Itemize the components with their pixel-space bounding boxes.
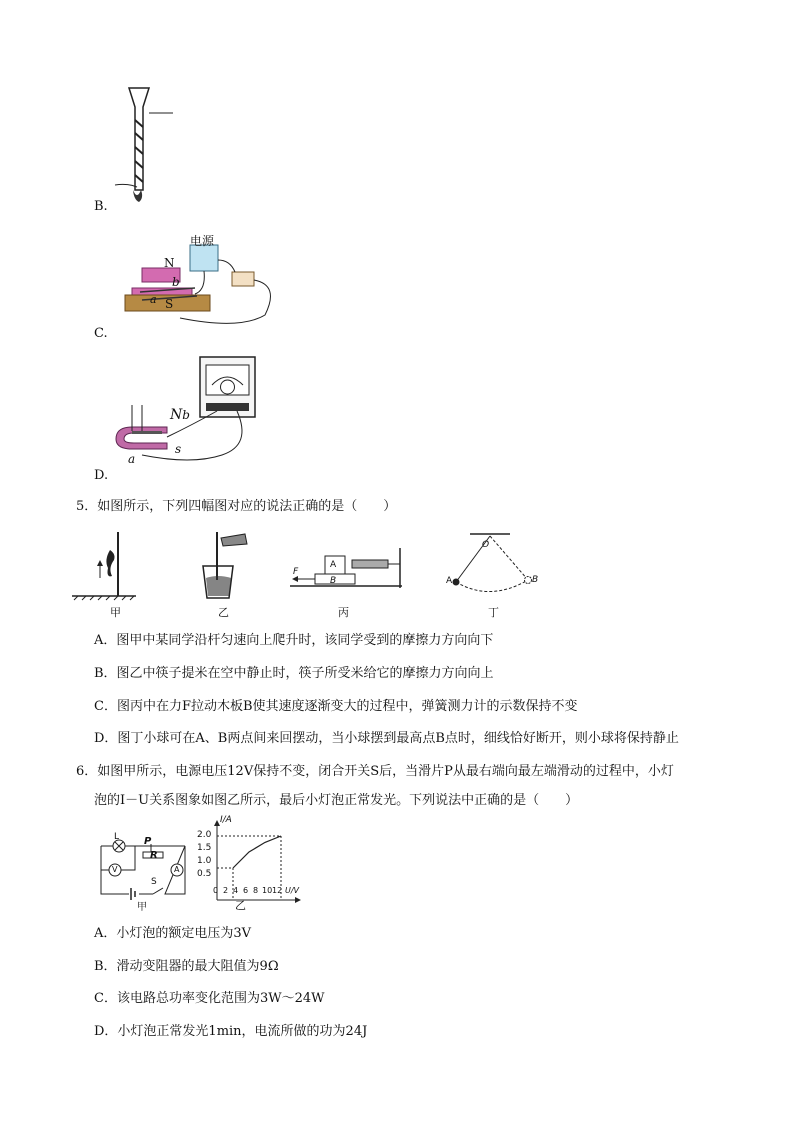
option-d-label: D. bbox=[94, 468, 109, 483]
graph-caption: 乙 bbox=[235, 899, 246, 912]
iu-curve bbox=[233, 836, 281, 868]
hand bbox=[221, 534, 247, 546]
tube-outline bbox=[129, 88, 149, 190]
q5-fig-ding bbox=[440, 530, 550, 595]
option-c-label: C. bbox=[94, 326, 108, 341]
y-tick-1-0: 1.0 bbox=[197, 856, 212, 866]
q6-option-a: A．小灯泡的额定电压为3V bbox=[94, 926, 252, 941]
rice bbox=[206, 576, 231, 596]
x-arrow bbox=[295, 897, 301, 903]
block-a-label: A bbox=[330, 560, 337, 570]
ball-a bbox=[453, 579, 460, 586]
x-tick: 10 bbox=[262, 886, 273, 895]
rheostat-r-label: R bbox=[150, 850, 158, 861]
fig-label-bing: 丙 bbox=[338, 606, 349, 619]
switch-s-label: S bbox=[151, 877, 157, 887]
figure-b bbox=[115, 85, 175, 215]
n-pole-label: N bbox=[164, 256, 175, 270]
q6-option-b: B．滑动变阻器的最大阻值为9Ω bbox=[94, 959, 279, 974]
n-pole-label bbox=[170, 407, 190, 423]
x-tick: 4 bbox=[233, 886, 239, 895]
q5-stem: 5．如图所示，下列四幅图对应的说法正确的是（ ） bbox=[76, 499, 397, 514]
terminal-strip bbox=[206, 403, 249, 411]
force-f-label: F bbox=[293, 567, 299, 577]
voltmeter-v-label: V bbox=[112, 865, 118, 874]
conductor-rod bbox=[132, 431, 162, 434]
slider-p-label: P bbox=[144, 836, 152, 847]
q5-option-c: C．图丙中在力F拉动木板B使其速度逐渐变大的过程中，弹簧测力计的示数保持不变 bbox=[94, 699, 578, 714]
q5-fig-jia bbox=[70, 530, 140, 602]
battery bbox=[131, 888, 135, 900]
q5-fig-yi bbox=[195, 530, 255, 602]
q6-graph bbox=[195, 818, 305, 918]
climber bbox=[106, 550, 114, 576]
point-b-label: B bbox=[532, 575, 539, 585]
string bbox=[115, 184, 137, 187]
fig-label-ding: 丁 bbox=[488, 606, 499, 619]
a-end-label: a bbox=[150, 293, 157, 306]
board-b-label: B bbox=[330, 576, 337, 586]
switch-box bbox=[232, 272, 254, 286]
x-tick: 8 bbox=[253, 886, 259, 895]
n-text: N bbox=[170, 407, 183, 423]
q5-option-a: A．图甲中某同学沿杆匀速向上爬升时，该同学受到的摩擦力方向向下 bbox=[94, 633, 494, 648]
point-a-label: A bbox=[446, 576, 453, 586]
y-tick-2-0: 2.0 bbox=[197, 830, 212, 840]
q6-stem-line2: 泡的I－U关系图象如图乙所示，最后小灯泡正常发光。下列说法中正确的是（ ） bbox=[94, 793, 579, 808]
wires bbox=[142, 411, 242, 460]
q5-fig-bing bbox=[290, 540, 405, 600]
q6-option-c: C．该电路总功率变化范围为3W～24W bbox=[94, 991, 325, 1006]
power-label: 电源 bbox=[190, 234, 215, 248]
option-b-label: B. bbox=[94, 199, 108, 214]
arrow-head bbox=[97, 560, 103, 566]
circuit-caption: 甲 bbox=[137, 902, 147, 913]
dial-g bbox=[221, 380, 235, 394]
lamp-l-label: L bbox=[114, 832, 120, 842]
string-b bbox=[490, 536, 528, 580]
s-pole-label: S bbox=[165, 297, 174, 311]
y-tick-1-5: 1.5 bbox=[197, 843, 212, 853]
q5-option-d: D．图丁小球可在A、B两点间来回摆动，当小球摆到最高点B点时，细线恰好断开，则小球将保持静止 bbox=[94, 731, 679, 746]
pivot-o-label: O bbox=[482, 540, 490, 550]
q6-option-d: D．小灯泡正常发光1min，电流所做的功为24J bbox=[94, 1024, 368, 1039]
x-tick: 6 bbox=[243, 886, 249, 895]
b-end-label: b bbox=[172, 275, 180, 289]
fig-label-yi: 乙 bbox=[218, 606, 229, 619]
b-text: b bbox=[182, 408, 190, 422]
q5-option-b: B．图乙中筷子提米在空中静止时，筷子所受米给它的摩擦力方向向上 bbox=[94, 666, 494, 681]
graph-ylabel: I/A bbox=[220, 815, 232, 825]
ammeter-a-label: A bbox=[174, 865, 180, 874]
swing-arc bbox=[456, 580, 528, 592]
y-tick-0-5: 0.5 bbox=[197, 869, 212, 879]
x-tick: 12 bbox=[272, 886, 283, 895]
spring-scale bbox=[352, 560, 388, 568]
s-end-label: s bbox=[175, 442, 182, 456]
fig-label-jia: 甲 bbox=[110, 606, 121, 619]
figure-d bbox=[112, 355, 272, 470]
x-tick: 0 bbox=[213, 886, 219, 895]
switch bbox=[153, 888, 163, 894]
graph-xlabel: U/V bbox=[285, 886, 300, 895]
q6-stem-line1: 6．如图甲所示，电源电压12V保持不变，闭合开关S后，当滑片P从最右端向最左端滑动的过程中，小灯 bbox=[76, 764, 674, 779]
brush-tip bbox=[133, 190, 142, 202]
a-end-label: a bbox=[128, 452, 136, 466]
coil-wire bbox=[135, 120, 143, 182]
ball-b bbox=[525, 577, 532, 584]
x-tick: 2 bbox=[223, 886, 229, 895]
